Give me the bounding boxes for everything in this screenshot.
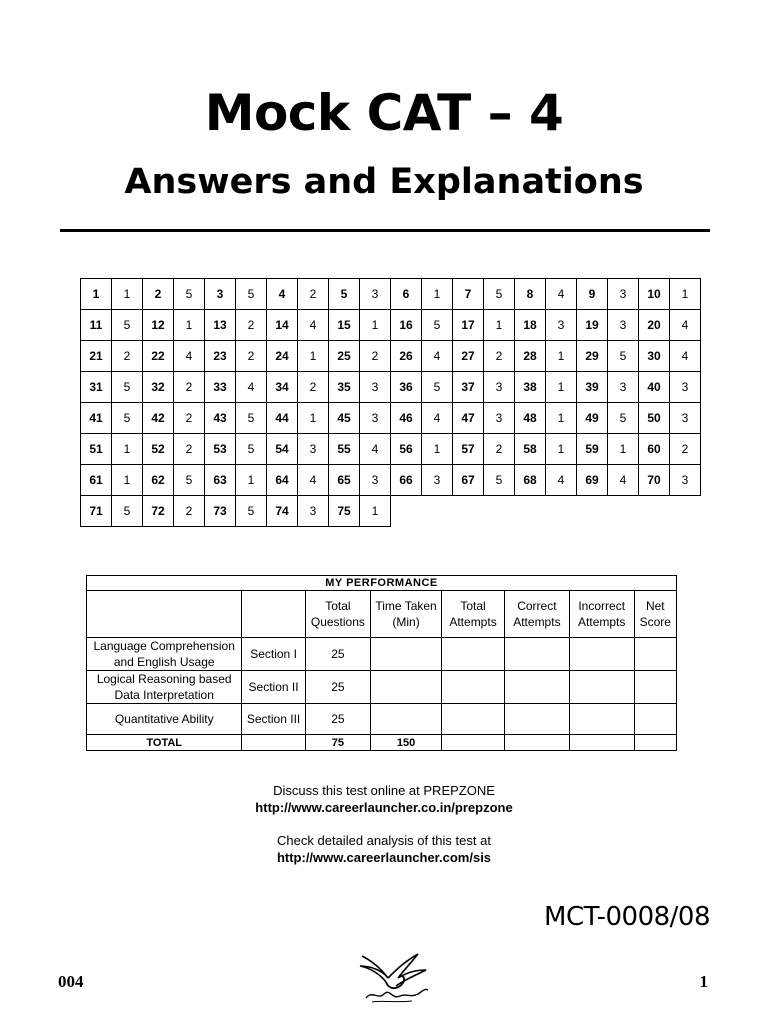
section-row: [87, 704, 677, 735]
answer-value: 5: [422, 372, 453, 403]
question-number: 36: [391, 372, 422, 403]
answer-row: [81, 465, 701, 496]
question-number: 75: [329, 496, 360, 527]
answer-value: 4: [298, 465, 329, 496]
question-number: 11: [81, 310, 112, 341]
question-number: 57: [453, 434, 484, 465]
section-row: [87, 671, 677, 704]
answer-value: 1: [422, 279, 453, 310]
answer-value: 3: [546, 310, 577, 341]
question-number: 12: [143, 310, 174, 341]
score-entry-cell[interactable]: [505, 671, 570, 704]
section-row: [87, 638, 677, 671]
sis-link[interactable]: http://www.careerlauncher.com/sis: [276, 850, 492, 865]
answer-value: 5: [112, 403, 143, 434]
answer-row: [81, 279, 701, 310]
answer-value: 4: [670, 310, 701, 341]
answer-value: 5: [112, 496, 143, 527]
answer-value: 5: [236, 496, 267, 527]
answer-value: 1: [298, 403, 329, 434]
score-entry-cell[interactable]: [371, 704, 442, 735]
question-number: 32: [143, 372, 174, 403]
question-number: 54: [267, 434, 298, 465]
question-number: 26: [391, 341, 422, 372]
answer-value: 5: [112, 310, 143, 341]
question-number: 58: [515, 434, 546, 465]
total-questions-value: 25: [305, 638, 370, 671]
online-links: [0, 782, 768, 866]
column-header-line: Score: [639, 615, 671, 629]
answer-value: 4: [546, 279, 577, 310]
question-number: 34: [267, 372, 298, 403]
question-number: 9: [577, 279, 608, 310]
answer-value: 1: [112, 279, 143, 310]
score-entry-cell[interactable]: [569, 671, 634, 704]
question-number: 1: [81, 279, 112, 310]
answer-value: 1: [546, 434, 577, 465]
question-number: 55: [329, 434, 360, 465]
answer-value: 2: [174, 403, 205, 434]
answer-value: 3: [608, 279, 639, 310]
answer-value: 5: [484, 465, 515, 496]
column-header-line: Correct: [517, 599, 557, 613]
section-area-line: Quantitative Ability: [114, 712, 214, 726]
answer-value: 3: [422, 465, 453, 496]
question-number: 47: [453, 403, 484, 434]
column-header: [371, 591, 442, 638]
question-number: 67: [453, 465, 484, 496]
answer-value: 3: [360, 279, 391, 310]
answer-value: 2: [174, 434, 205, 465]
answer-value: 2: [670, 434, 701, 465]
column-header-line: Attempts: [578, 615, 626, 629]
answer-value: 4: [174, 341, 205, 372]
question-number: 48: [515, 403, 546, 434]
answer-key-table: [80, 278, 701, 527]
question-number: 42: [143, 403, 174, 434]
question-number: 64: [267, 465, 298, 496]
answer-value: 3: [484, 403, 515, 434]
answer-row: [81, 341, 701, 372]
section-area-line: Data Interpretation: [114, 688, 214, 702]
column-header-line: Total: [460, 599, 486, 613]
answer-value: 4: [360, 434, 391, 465]
answer-value: 2: [174, 496, 205, 527]
question-number: 43: [205, 403, 236, 434]
blank-cell: [87, 591, 242, 638]
question-number: 49: [577, 403, 608, 434]
question-number: 73: [205, 496, 236, 527]
answer-value: 1: [546, 403, 577, 434]
question-number: 29: [577, 341, 608, 372]
question-number: 60: [639, 434, 670, 465]
column-header-line: Incorrect: [578, 599, 626, 613]
question-number: 40: [639, 372, 670, 403]
answer-value: 1: [546, 372, 577, 403]
question-number: 37: [453, 372, 484, 403]
answer-value: 3: [360, 465, 391, 496]
question-number: 46: [391, 403, 422, 434]
section-area-line: Logical Reasoning based: [96, 672, 232, 686]
answer-value: 3: [360, 403, 391, 434]
answer-value: 4: [546, 465, 577, 496]
answer-value: 4: [236, 372, 267, 403]
question-number: 16: [391, 310, 422, 341]
score-entry-cell: [569, 735, 634, 751]
answer-value: 5: [112, 372, 143, 403]
question-number: 23: [205, 341, 236, 372]
column-header: [569, 591, 634, 638]
answer-value: 1: [360, 310, 391, 341]
question-number: 7: [453, 279, 484, 310]
column-header-line: Attempts: [513, 615, 561, 629]
answer-value: 2: [484, 434, 515, 465]
answer-value: 2: [236, 341, 267, 372]
answer-value: 1: [422, 434, 453, 465]
answer-value: 3: [484, 372, 515, 403]
total-row: [87, 735, 677, 751]
score-entry-cell[interactable]: [442, 638, 505, 671]
question-number: 38: [515, 372, 546, 403]
question-number: 14: [267, 310, 298, 341]
question-number: 44: [267, 403, 298, 434]
question-number: 69: [577, 465, 608, 496]
answer-row: [81, 403, 701, 434]
answer-value: 2: [236, 310, 267, 341]
footer-left-number: 004: [58, 972, 84, 991]
total-questions-value: 25: [305, 704, 370, 735]
section-area-line: Language Comprehension: [93, 639, 235, 653]
question-number: 66: [391, 465, 422, 496]
question-number: 3: [205, 279, 236, 310]
pegasus-logo-icon: [352, 948, 434, 1006]
question-number: 31: [81, 372, 112, 403]
question-number: 5: [329, 279, 360, 310]
question-number: 45: [329, 403, 360, 434]
column-header-line: Attempts: [449, 615, 497, 629]
column-header: [505, 591, 570, 638]
answer-value: 1: [112, 465, 143, 496]
question-number: 21: [81, 341, 112, 372]
answer-row: [81, 496, 701, 527]
column-header-line: Net: [645, 599, 665, 613]
column-header: [305, 591, 370, 638]
section-area: [87, 638, 242, 671]
score-entry-cell[interactable]: [442, 671, 505, 704]
test-code: MCT-0008/08: [544, 902, 710, 932]
question-number: 2: [143, 279, 174, 310]
performance-heading: MY PERFORMANCE: [87, 576, 677, 591]
answer-value: 1: [236, 465, 267, 496]
question-number: 65: [329, 465, 360, 496]
answer-value: 1: [608, 434, 639, 465]
answer-value: 5: [174, 465, 205, 496]
question-number: 53: [205, 434, 236, 465]
question-number: 30: [639, 341, 670, 372]
answer-value: 4: [422, 341, 453, 372]
question-number: 15: [329, 310, 360, 341]
answer-row: [81, 372, 701, 403]
question-number: 63: [205, 465, 236, 496]
answer-value: 2: [298, 279, 329, 310]
question-number: 74: [267, 496, 298, 527]
question-number: 51: [81, 434, 112, 465]
question-number: 68: [515, 465, 546, 496]
question-number: 50: [639, 403, 670, 434]
page-title: Mock CAT – 4: [204, 84, 564, 142]
section-label: Section I: [242, 638, 305, 671]
discuss-text: Discuss this test online at PREPZONE: [273, 783, 495, 798]
score-entry-cell[interactable]: [569, 638, 634, 671]
column-header-line: Time Taken: [375, 599, 437, 613]
answer-value: 3: [670, 403, 701, 434]
question-number: 70: [639, 465, 670, 496]
analysis-text: Check detailed analysis of this test at: [277, 833, 491, 848]
column-header: [634, 591, 676, 638]
answer-value: 1: [174, 310, 205, 341]
answer-value: 3: [608, 372, 639, 403]
question-number: 17: [453, 310, 484, 341]
answer-value: 2: [174, 372, 205, 403]
question-number: 41: [81, 403, 112, 434]
score-entry-cell[interactable]: [371, 671, 442, 704]
answer-value: 4: [422, 403, 453, 434]
score-entry-cell[interactable]: [569, 704, 634, 735]
section-area-line: and English Usage: [113, 655, 215, 669]
total-questions-sum: 75: [305, 735, 370, 751]
answer-value: 3: [298, 496, 329, 527]
answer-value: 1: [546, 341, 577, 372]
question-number: 24: [267, 341, 298, 372]
answer-value: 3: [298, 434, 329, 465]
score-entry-cell: [634, 735, 676, 751]
answer-value: 5: [608, 341, 639, 372]
score-entry-cell[interactable]: [634, 638, 676, 671]
question-number: 10: [639, 279, 670, 310]
score-entry-cell: [442, 735, 505, 751]
question-number: 4: [267, 279, 298, 310]
answer-value: 5: [174, 279, 205, 310]
section-label: Section II: [242, 671, 305, 704]
answer-value: 1: [670, 279, 701, 310]
answer-value: 5: [608, 403, 639, 434]
column-header-line: Total: [325, 599, 351, 613]
answer-value: 4: [608, 465, 639, 496]
answer-value: 2: [484, 341, 515, 372]
blank-cell: [242, 591, 305, 638]
question-number: 72: [143, 496, 174, 527]
score-entry-cell: [505, 735, 570, 751]
answer-value: 1: [112, 434, 143, 465]
question-number: 18: [515, 310, 546, 341]
question-number: 59: [577, 434, 608, 465]
question-number: 52: [143, 434, 174, 465]
prepzone-link[interactable]: http://www.careerlauncher.co.in/prepzone: [255, 800, 513, 815]
section-label: Section III: [242, 704, 305, 735]
answer-row: [81, 310, 701, 341]
answer-value: 2: [360, 341, 391, 372]
answer-value: 2: [298, 372, 329, 403]
score-entry-cell[interactable]: [505, 638, 570, 671]
answer-value: 4: [298, 310, 329, 341]
blank-cell: [242, 735, 305, 751]
total-time: 150: [371, 735, 442, 751]
answer-value: 2: [112, 341, 143, 372]
score-entry-cell[interactable]: [634, 671, 676, 704]
title-divider: [60, 229, 710, 232]
answer-value: 5: [484, 279, 515, 310]
answer-value: 3: [608, 310, 639, 341]
column-header-line: (Min): [392, 615, 420, 629]
section-area: [87, 704, 242, 735]
question-number: 71: [81, 496, 112, 527]
question-number: 28: [515, 341, 546, 372]
question-number: 61: [81, 465, 112, 496]
score-entry-cell[interactable]: [634, 704, 676, 735]
answer-value: 5: [422, 310, 453, 341]
column-header-line: Questions: [310, 615, 365, 629]
question-number: 39: [577, 372, 608, 403]
score-entry-cell[interactable]: [505, 704, 570, 735]
question-number: 13: [205, 310, 236, 341]
question-number: 62: [143, 465, 174, 496]
answer-value: 3: [670, 372, 701, 403]
question-number: 8: [515, 279, 546, 310]
answer-value: 5: [236, 403, 267, 434]
answer-value: 3: [670, 465, 701, 496]
page-number: 1: [699, 972, 708, 991]
answer-value: 4: [670, 341, 701, 372]
question-number: 33: [205, 372, 236, 403]
answer-value: 1: [298, 341, 329, 372]
question-number: 6: [391, 279, 422, 310]
score-entry-cell[interactable]: [371, 638, 442, 671]
question-number: 35: [329, 372, 360, 403]
section-area: [87, 671, 242, 704]
page-subtitle: Answers and Explanations: [124, 162, 644, 202]
answer-value: 1: [484, 310, 515, 341]
performance-table: [86, 575, 677, 751]
total-label: TOTAL: [87, 735, 242, 751]
answer-value: 3: [360, 372, 391, 403]
answer-row: [81, 434, 701, 465]
answer-value: 5: [236, 434, 267, 465]
question-number: 27: [453, 341, 484, 372]
question-number: 56: [391, 434, 422, 465]
question-number: 22: [143, 341, 174, 372]
question-number: 25: [329, 341, 360, 372]
score-entry-cell[interactable]: [442, 704, 505, 735]
question-number: 19: [577, 310, 608, 341]
column-header: [442, 591, 505, 638]
question-number: 20: [639, 310, 670, 341]
answer-value: 1: [360, 496, 391, 527]
answer-value: 5: [236, 279, 267, 310]
total-questions-value: 25: [305, 671, 370, 704]
